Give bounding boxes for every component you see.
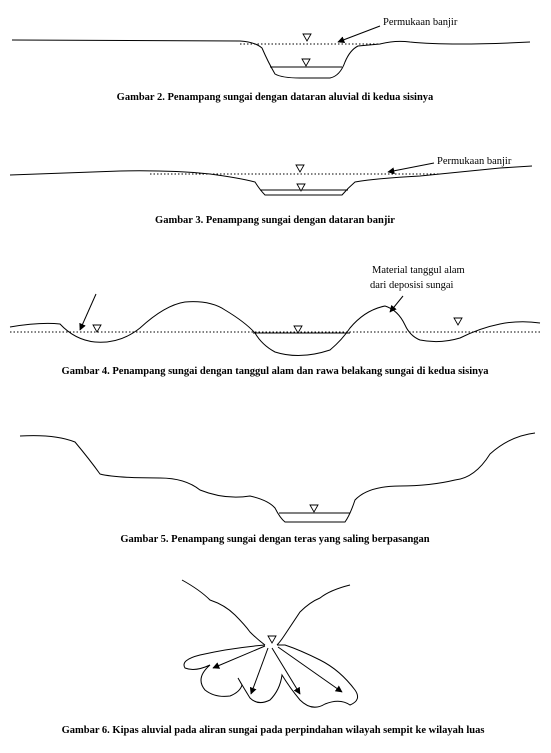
fig5-caption: Gambar 5. Penampang sungai dengan teras yang saling berpasangan: [120, 534, 430, 545]
fig2-caption: Gambar 2. Penampang sungai dengan dataran aluvial di kedua sisinya: [116, 92, 434, 103]
fig4-right-marsh-marker: [454, 318, 462, 325]
fig2-water-level-marker: [302, 59, 310, 66]
fig6-flow-arrow-4: [278, 647, 342, 692]
fig5-ground-profile: [20, 433, 535, 522]
figure-4: [10, 265, 540, 377]
fig6-flow-arrow-2: [251, 648, 268, 694]
fig6-flow-arrow-3: [272, 648, 300, 694]
fig2-flood-level-marker: [303, 34, 311, 41]
figure-2: [12, 17, 530, 103]
fig6-caption: Gambar 6. Kipas aluvial pada aliran sungai pada perpindahan wilayah sempit ke wilayah luas: [61, 725, 485, 736]
figure-5: [20, 433, 535, 545]
fig3-caption: Gambar 3. Penampang sungai dengan dataran banjir: [155, 215, 395, 226]
fig4-left-marsh-marker: [93, 325, 101, 332]
fig5-water-level-marker: [310, 505, 318, 512]
fig4-levee-arrow: [390, 296, 403, 312]
fig2-label-arrow: [338, 26, 380, 42]
fig3-label-arrow: [388, 163, 434, 172]
fig3-label: Permukaan banjir: [437, 156, 512, 167]
fig3-flood-level-marker: [296, 165, 304, 172]
fig2-label: Permukaan banjir: [383, 17, 458, 28]
fig3-ground-profile: [10, 166, 532, 195]
fig4-label-line2: dari deposisi sungai: [370, 280, 454, 291]
figure-3: [10, 156, 532, 226]
fig6-apex-marker: [268, 636, 276, 643]
fig2-ground-profile: [12, 40, 530, 78]
fig6-fan-outline: [184, 645, 358, 707]
fig6-left-valley-wall: [182, 580, 265, 645]
fig6-right-valley-wall: [277, 585, 350, 645]
fig6-flow-arrow-1: [213, 646, 265, 668]
figure-6: [62, 580, 485, 736]
fig4-caption: Gambar 4. Penampang sungai dengan tanggul alam dan rawa belakang sungai di kedua sisinya: [61, 366, 489, 377]
fig4-label-line1: Material tanggul alam: [372, 265, 465, 276]
